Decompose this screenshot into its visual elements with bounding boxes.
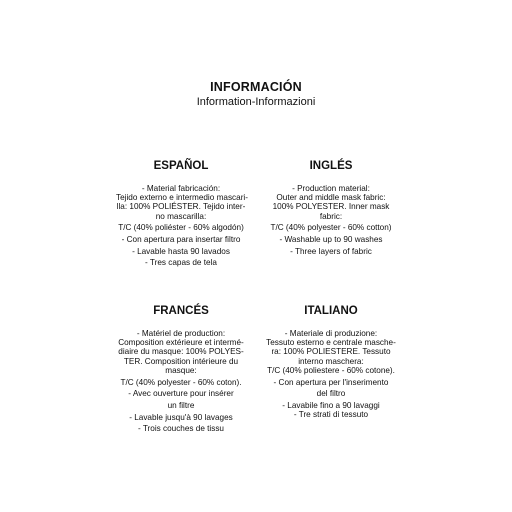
french-line: - Lavable jusqu'à 90 lavages	[129, 412, 233, 422]
italian-line: - Con apertura per l'inserimento	[273, 377, 389, 387]
spanish-line: - Lavable hasta 90 lavados	[132, 246, 230, 256]
italian-line: Tessuto esterno e centrale masche-	[266, 338, 396, 348]
section-body-italian	[266, 329, 396, 419]
section-title-english: INGLÉS	[309, 160, 353, 172]
italian-line: ra: 100% POLIESTERE. Tessuto	[271, 347, 391, 357]
document-header	[0, 80, 512, 109]
italian-line: - Tre strati di tessuto	[293, 410, 369, 420]
section-body-english	[266, 184, 396, 256]
french-line: - Trois couches de tissu	[137, 424, 224, 434]
french-line: diaire du masque: 100% POLYES-	[118, 347, 244, 357]
english-line: fabric:	[319, 211, 343, 221]
spanish-line: no mascarilla:	[155, 211, 207, 221]
section-english	[266, 160, 396, 256]
section-title-spanish: ESPAÑOL	[153, 160, 209, 172]
page-title: INFORMACIÓN	[210, 80, 302, 94]
spanish-line: - Con apertura para insertar filtro	[121, 235, 241, 245]
english-line: - Washable up to 90 washes	[279, 235, 383, 245]
italian-line: del filtro	[316, 389, 346, 399]
spanish-line: - Material fabricación:	[141, 184, 221, 193]
french-line: - Avec ouverture pour insérer	[128, 389, 234, 399]
spanish-line: Tejido externo e intermedio mascari-	[116, 193, 248, 203]
spanish-line: lla: 100% POLIÉSTER. Tejido inter-	[116, 202, 246, 212]
italian-line: interno maschera:	[298, 356, 364, 366]
french-line: masque:	[165, 365, 197, 375]
english-line: Outer and middle mask fabric:	[276, 193, 386, 203]
italian-line: - Lavabile fino a 90 lavaggi	[282, 400, 380, 410]
section-italian	[266, 305, 396, 419]
english-line: - Three layers of fabric	[290, 246, 372, 256]
section-title-french: FRANCÉS	[153, 305, 209, 317]
section-body-french	[116, 329, 246, 434]
section-spanish	[116, 160, 246, 268]
french-line: TER. Composition intérieure du	[123, 356, 239, 366]
english-line: - Production material:	[292, 184, 370, 193]
section-body-spanish	[116, 184, 246, 268]
english-line: T/C (40% polyester - 60% cotton)	[270, 223, 392, 233]
section-title-italian: ITALIANO	[304, 305, 358, 317]
french-line: un filtre	[167, 400, 195, 410]
spanish-line: - Tres capas de tela	[145, 258, 217, 268]
spanish-line: T/C (40% poliéster - 60% algodón)	[118, 223, 244, 233]
french-line: - Matériel de production:	[136, 329, 226, 338]
section-french	[116, 305, 246, 434]
italian-line: - Materiale di produzione:	[284, 329, 378, 338]
page-subtitle: Information-Informazioni	[196, 96, 316, 108]
french-line: Composition extérieure et intermé-	[118, 338, 244, 348]
english-line: 100% POLYESTER. Inner mask	[272, 202, 390, 212]
italian-line: T/C (40% poliestere - 60% cotone).	[267, 365, 395, 375]
french-line: T/C (40% polyester - 60% coton).	[120, 377, 242, 387]
